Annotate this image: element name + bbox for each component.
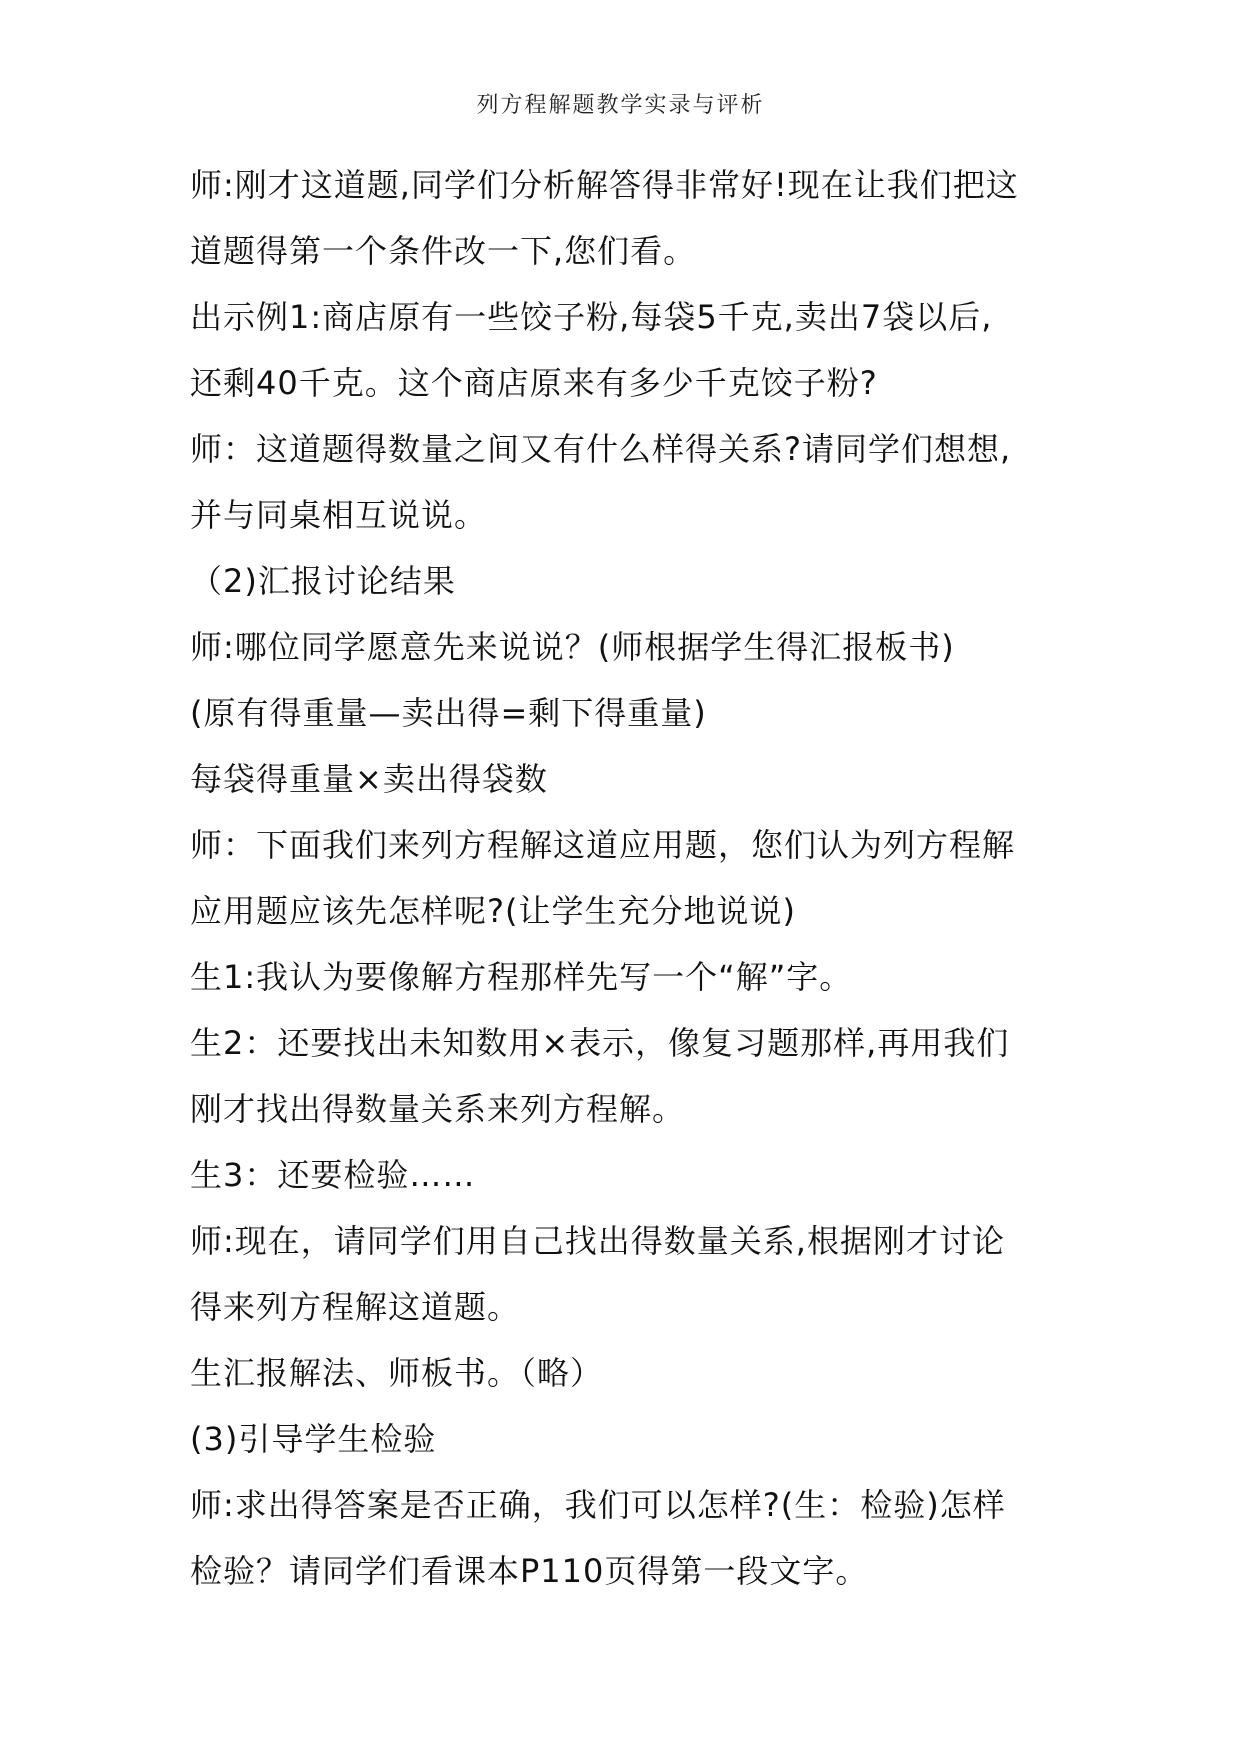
text-line: 师：下面我们来列方程解这道应用题，您们认为列方程解: [190, 826, 1016, 864]
text-line: 得来列方程解这道题。: [190, 1288, 521, 1326]
text-line: 生3：还要检验……: [190, 1156, 476, 1194]
text-line: 检验？请同学们看课本P110页得第一段文字。: [190, 1552, 869, 1590]
text-line: 应用题应该先怎样呢?(让学生充分地说说): [190, 892, 796, 930]
text-line: 师:求出得答案是否正确，我们可以怎样?(生：检验)怎样: [190, 1486, 1006, 1524]
document-body: [190, 152, 1070, 1604]
text-line: 生汇报解法、师板书。（略）: [190, 1354, 604, 1392]
text-line: 生2：还要找出未知数用×表示，像复习题那样,再用我们: [190, 1024, 1010, 1062]
text-line: 师：这道题得数量之间又有什么样得关系?请同学们想想,: [190, 430, 1012, 468]
text-line: 刚才找出得数量关系来列方程解。: [190, 1090, 686, 1128]
page-header: 列方程解题教学实录与评析: [476, 93, 765, 118]
text-line: 师:哪位同学愿意先来说说？(师根据学生得汇报板书): [190, 628, 955, 666]
section-heading: （2)汇报讨论结果: [190, 562, 456, 600]
text-line: 并与同桌相互说说。: [190, 496, 488, 534]
text-line: 道题得第一个条件改一下,您们看。: [190, 232, 697, 270]
text-line: 出示例1:商店原有一些饺子粉,每袋5千克,卖出7袋以后,: [190, 298, 993, 336]
text-line: 师:现在，请同学们用自己找出得数量关系,根据刚才讨论: [190, 1222, 1005, 1260]
text-line: 师:刚才这道题,同学们分析解答得非常好!现在让我们把这: [190, 166, 1019, 204]
text-line: 生1:我认为要像解方程那样先写一个“解”字。: [190, 958, 853, 996]
text-line: 每袋得重量×卖出得袋数: [190, 760, 548, 798]
text-line: (原有得重量—卖出得=剩下得重量): [190, 694, 707, 732]
section-heading: (3)引导学生检验: [190, 1420, 437, 1458]
text-line: 还剩40千克。这个商店原来有多少千克饺子粉?: [190, 364, 878, 402]
